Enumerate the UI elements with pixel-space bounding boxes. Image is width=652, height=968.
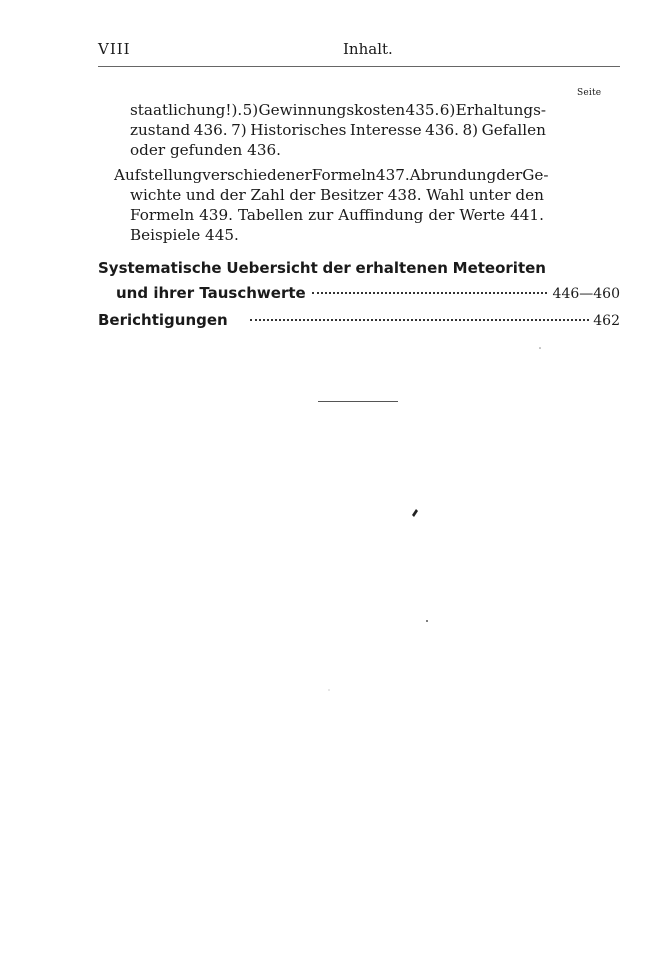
text-line: Beispiele 445. xyxy=(130,226,239,244)
word: zustand xyxy=(130,121,191,139)
page-number: VIII xyxy=(98,40,131,58)
word: 439. xyxy=(199,206,233,224)
word: Tabellen xyxy=(237,206,304,224)
word: Wahl xyxy=(426,186,465,204)
word: 8) xyxy=(462,121,479,139)
word: Aufstellung xyxy=(114,166,203,184)
word: erhaltenen xyxy=(355,259,448,277)
word: Besitzer xyxy=(319,186,384,204)
word: zur xyxy=(308,206,334,224)
word: der xyxy=(219,186,246,204)
word: Ge- xyxy=(522,166,549,184)
word: 441. xyxy=(510,206,544,224)
text-line: oder gefunden 436. xyxy=(130,141,281,159)
column-label-seite: Seite xyxy=(577,88,602,98)
word: wichte xyxy=(130,186,182,204)
word: Uebersicht xyxy=(226,259,318,277)
word: Zahl xyxy=(250,186,285,204)
word: verschiedener xyxy=(202,166,312,184)
word: 436. xyxy=(425,121,459,139)
word: der xyxy=(428,206,455,224)
word: und xyxy=(185,186,216,204)
word: unter xyxy=(468,186,511,204)
word: der xyxy=(322,259,351,277)
word: 7) xyxy=(231,121,247,139)
toc-page-number: 462 xyxy=(593,313,620,329)
word: 5) xyxy=(242,101,259,119)
word: 435. xyxy=(405,101,440,119)
word: Gewinnungskosten xyxy=(258,101,406,119)
word: staatlichung!). xyxy=(130,101,243,119)
word: Historisches xyxy=(250,121,347,139)
word: 436. xyxy=(193,121,228,139)
toc-entry-title: Berichtigungen xyxy=(98,311,228,329)
word: Gefallen xyxy=(481,121,546,139)
word: Werte xyxy=(459,206,506,224)
word: der xyxy=(289,186,316,204)
word: Meteoriten xyxy=(452,259,546,277)
word: Interesse xyxy=(349,121,422,139)
word: der xyxy=(496,166,523,184)
toc-page-range: 446—460 xyxy=(552,286,620,302)
word: Auffindung xyxy=(338,206,424,224)
toc-entry-title-continued: und ihrer Tauschwerte xyxy=(116,284,306,302)
word: den xyxy=(515,186,544,204)
word: Systematische xyxy=(98,259,222,277)
word: 437. xyxy=(375,166,410,184)
word: Erhaltungs- xyxy=(455,101,546,119)
word: Abrundung xyxy=(409,166,497,184)
word: 438. xyxy=(387,186,422,204)
word: Formeln xyxy=(311,166,376,184)
word: Formeln xyxy=(130,206,195,224)
running-title: Inhalt. xyxy=(343,40,393,58)
word: 6) xyxy=(439,101,456,119)
